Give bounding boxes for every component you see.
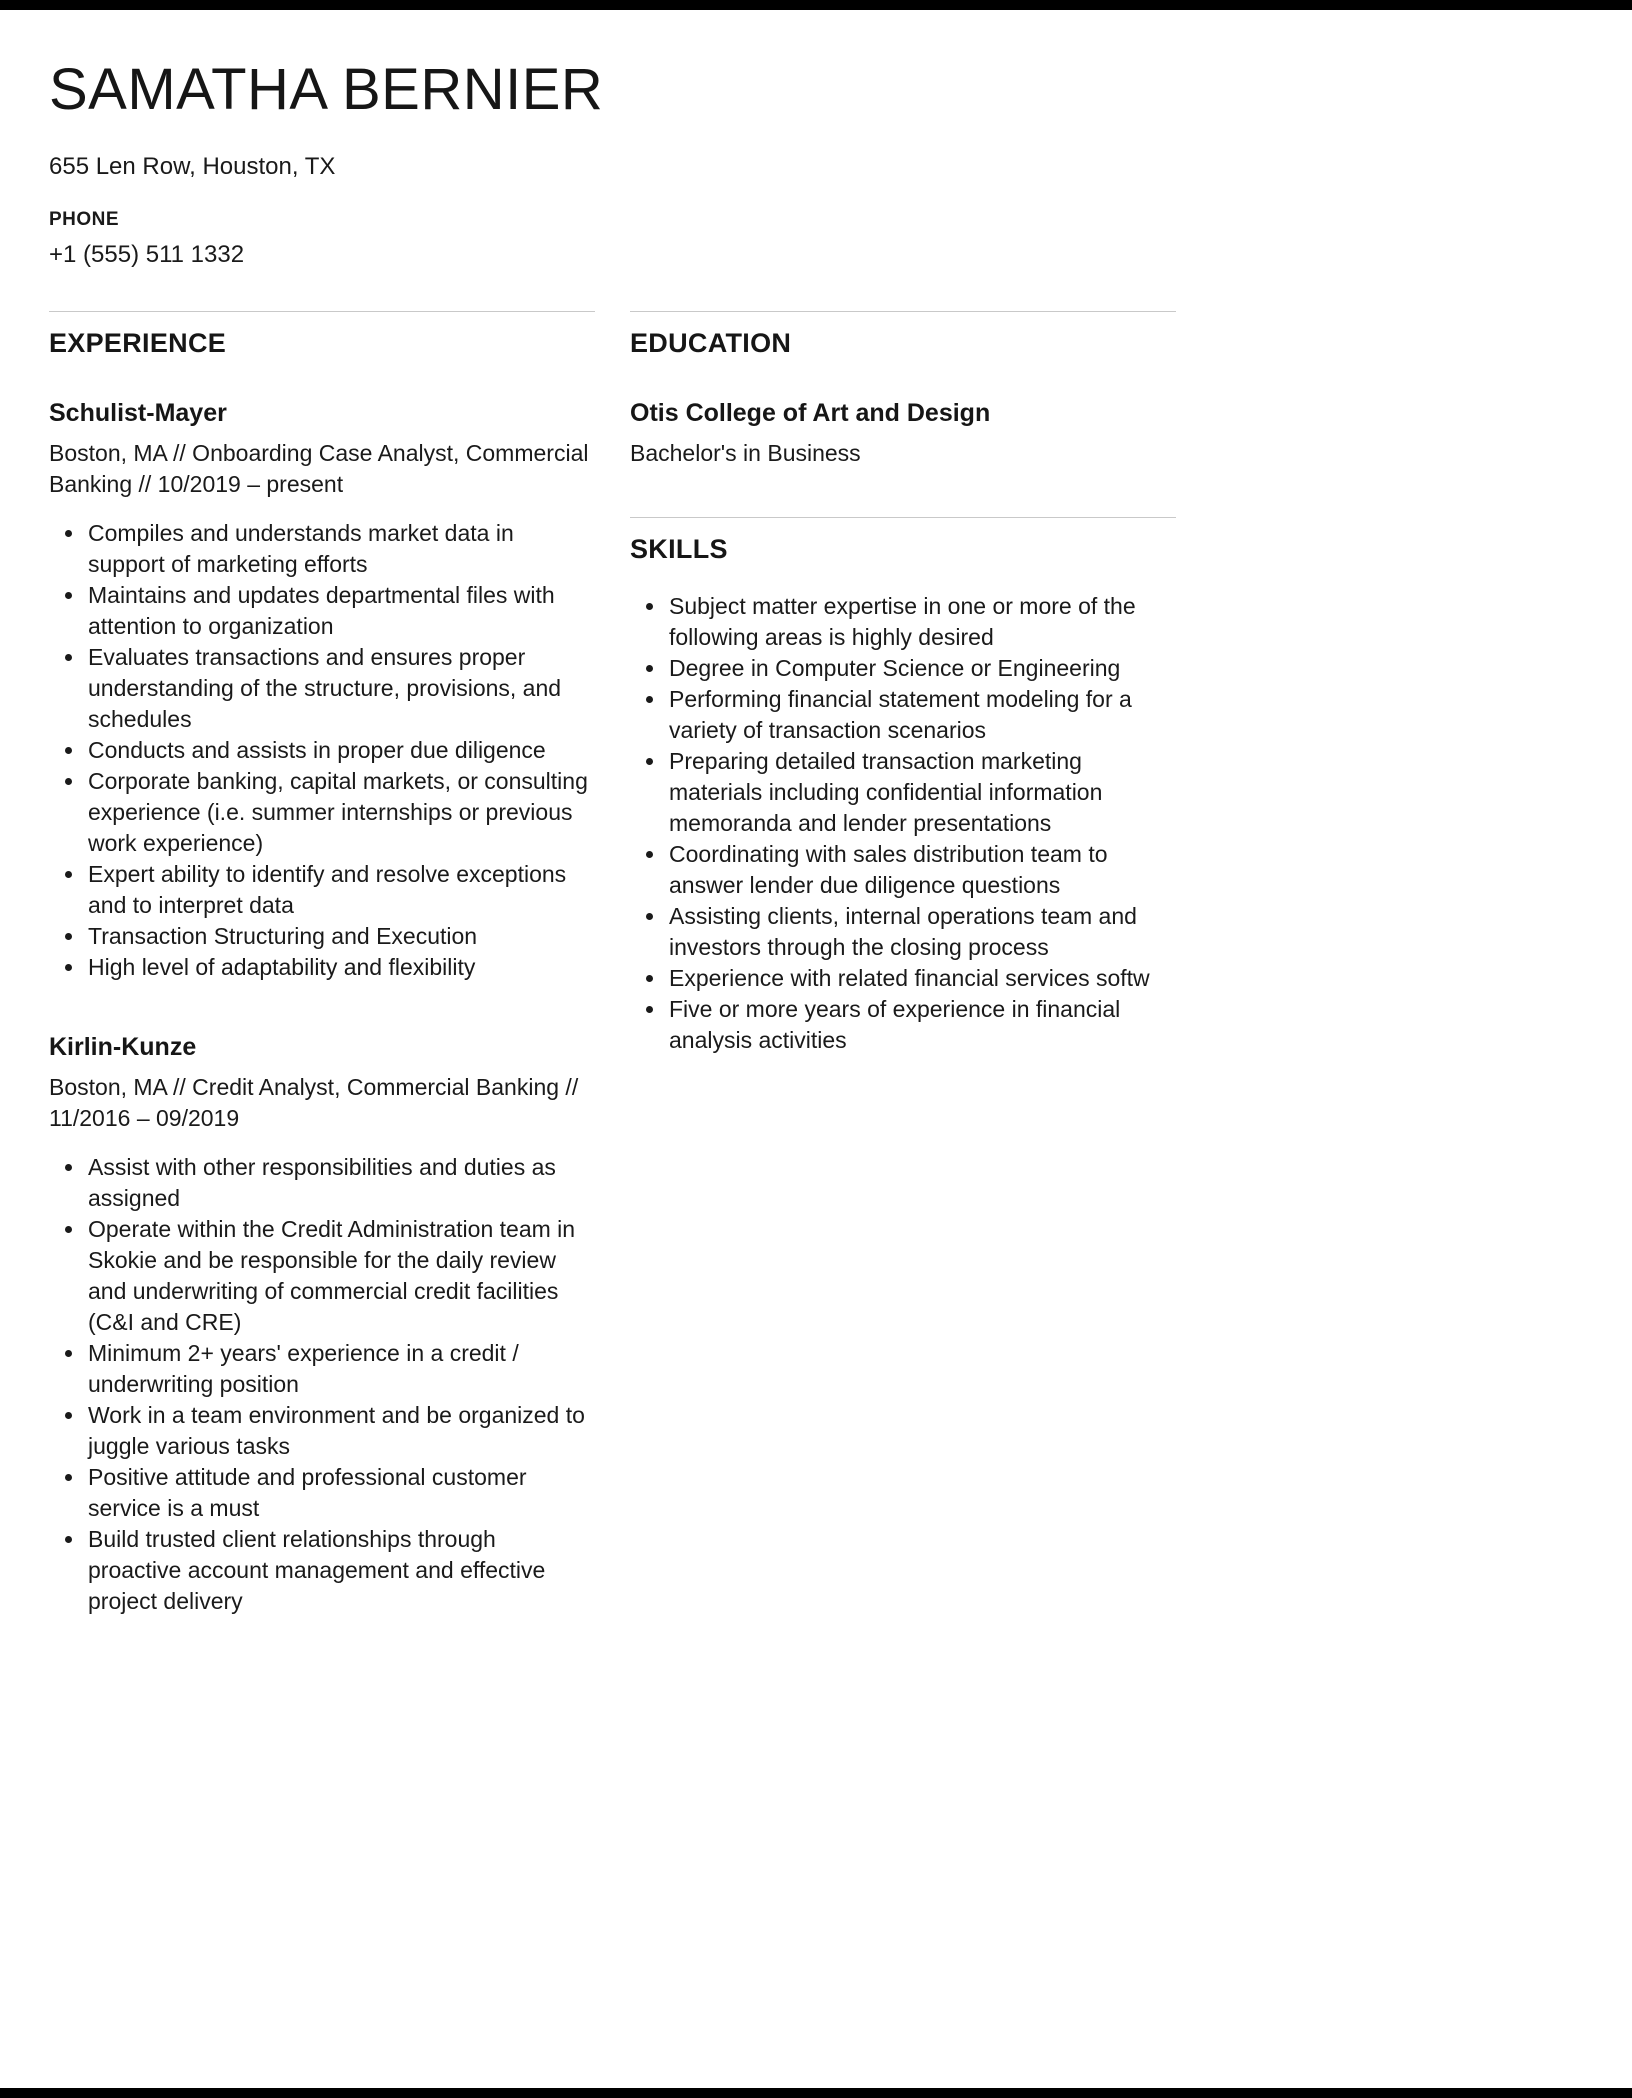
skills-section bbox=[630, 517, 1176, 1056]
company-name: Schulist-Mayer bbox=[49, 399, 227, 427]
job-bullet: • Evaluates transactions and ensures proper understanding of the structure, provisions, and schedules bbox=[86, 642, 595, 735]
job-bullet: • Operate within the Credit Administration team in Skokie and be responsible for the daily review and underwriting of commercial credit facilities (C&I and CRE) bbox=[86, 1214, 595, 1338]
skill-bullet: • Assisting clients, internal operations team and investors through the closing process bbox=[667, 901, 1176, 963]
job-bullet: • Positive attitude and professional customer service is a must bbox=[86, 1462, 595, 1524]
job-meta: Boston, MA // Onboarding Case Analyst, Commercial Banking // 10/2019 – present bbox=[49, 440, 589, 497]
skill-bullet: • Performing financial statement modeling for a variety of transaction scenarios bbox=[667, 684, 1176, 746]
skill-bullet: • Degree in Computer Science or Engineering bbox=[667, 653, 1176, 684]
job-bullet: • Work in a team environment and be organized to juggle various tasks bbox=[86, 1400, 595, 1462]
candidate-address: 655 Len Row, Houston, TX bbox=[49, 153, 336, 180]
education-heading: EDUCATION bbox=[630, 311, 1176, 359]
job-bullet: • High level of adaptability and flexibility bbox=[86, 952, 595, 983]
degree: Bachelor's in Business bbox=[630, 440, 861, 466]
company-name: Kirlin-Kunze bbox=[49, 1033, 197, 1061]
resume-header bbox=[49, 56, 1583, 269]
experience-heading: EXPERIENCE bbox=[49, 311, 595, 359]
job-bullet-list bbox=[49, 518, 595, 983]
skill-bullet: • Preparing detailed transaction marketing materials including confidential information memoranda and lender presentations bbox=[667, 746, 1176, 839]
job-bullet: • Compiles and understands market data in support of marketing efforts bbox=[86, 518, 595, 580]
top-edge-bar bbox=[0, 0, 1632, 10]
job-bullet: • Minimum 2+ years' experience in a credit / underwriting position bbox=[86, 1338, 595, 1400]
job-bullet: • Assist with other responsibilities and duties as assigned bbox=[86, 1152, 595, 1214]
skill-bullet: • Experience with related financial services softw bbox=[667, 963, 1176, 994]
experience-column bbox=[49, 311, 595, 1617]
education-entry bbox=[630, 399, 1176, 469]
skills-bullet-list bbox=[630, 591, 1176, 1056]
job-bullet: • Maintains and updates departmental files with attention to organization bbox=[86, 580, 595, 642]
school-name: Otis College of Art and Design bbox=[630, 399, 991, 427]
job-bullet: • Transaction Structuring and Execution bbox=[86, 921, 595, 952]
job-bullet-list bbox=[49, 1152, 595, 1617]
job-entry-kirlin-kunze bbox=[49, 1033, 595, 1617]
phone-value: +1 (555) 511 1332 bbox=[49, 241, 245, 268]
skill-bullet: • Subject matter expertise in one or more of the following areas is highly desired bbox=[667, 591, 1176, 653]
job-bullet: • Corporate banking, capital markets, or consulting experience (i.e. summer internships or previous work experience) bbox=[86, 766, 595, 859]
candidate-name: SAMATHA BERNIER bbox=[49, 57, 604, 122]
skill-bullet: • Coordinating with sales distribution team to answer lender due diligence questions bbox=[667, 839, 1176, 901]
job-bullet: • Build trusted client relationships through proactive account management and effective project delivery bbox=[86, 1524, 595, 1617]
columns bbox=[49, 311, 1583, 1617]
job-meta: Boston, MA // Credit Analyst, Commercial Banking // 11/2016 – 09/2019 bbox=[49, 1074, 579, 1131]
job-bullet: • Conducts and assists in proper due diligence bbox=[86, 735, 595, 766]
job-entry-schulist-mayer bbox=[49, 399, 595, 983]
skill-bullet: • Five or more years of experience in financial analysis activities bbox=[667, 994, 1176, 1056]
education-skills-column bbox=[630, 311, 1176, 1056]
bottom-edge-bar bbox=[0, 2088, 1632, 2098]
skills-heading: SKILLS bbox=[630, 517, 1176, 565]
job-bullet: • Expert ability to identify and resolve exceptions and to interpret data bbox=[86, 859, 595, 921]
phone-label: PHONE bbox=[49, 209, 120, 230]
